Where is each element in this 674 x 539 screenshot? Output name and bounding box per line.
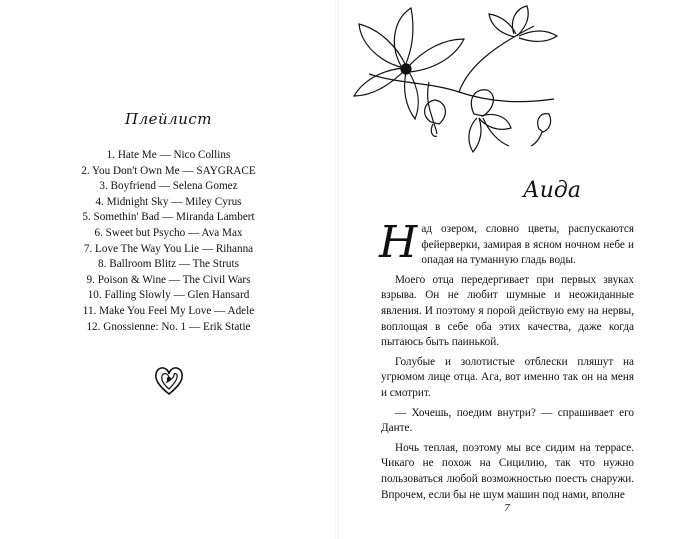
playlist-item: 10. Falling Slowly — Glen Hansard: [87, 289, 250, 302]
playlist-item: 1. Hate Me — Nico Collins: [106, 149, 231, 161]
chapter-text: [379, 217, 634, 503]
chapter-title: Аида: [523, 178, 581, 203]
playlist-title: Плейлист: [124, 110, 212, 128]
paragraph: — Хочешь, поедим внутри? — спрашивает его Данте.: [381, 406, 634, 435]
magnolia-flowers-icon: [349, 4, 569, 164]
playlist-item: 9. Poison & Wine — The Civil Wars: [86, 273, 251, 286]
playlist: [0, 148, 337, 335]
playlist-item: 12. Gnossienne: No. 1 — Erik Statie: [86, 320, 251, 333]
paragraph: [379, 217, 634, 269]
playlist-item: 3. Boyfriend — Selena Gomez: [99, 180, 238, 193]
drop-cap: Н: [379, 217, 418, 268]
playlist-item: 5. Somethin' Bad — Miranda Lambert: [82, 211, 255, 224]
heart-ornament-icon: [152, 362, 186, 398]
playlist-item: 11. Make You Feel My Love — Adele: [82, 304, 255, 317]
playlist-item: 7. Love The Way You Lie — Rihanna: [83, 242, 254, 255]
paragraph: Ночь теплая, поэтому мы все сидим на террасе. Чикаго не похож на Сицилию, так что нужно пользоваться любой возможностью поесть снаружи. Впрочем, если бы не шум машин под нами, вполне: [381, 441, 634, 501]
playlist-item: 8. Ballroom Blitz — The Struts: [98, 258, 239, 271]
paragraph: Моего отца передергивает при первых звуках взрыва. Он не любит шумные и неожиданные явления. И поэтому я порой действую ему на нервы, воплощая в себе оба этих качества, даже когда пытаюсь быть паинькой.: [381, 273, 634, 349]
paragraph-text: ад озером, словно цветы, распускаются фейерверки, замирая в ясном ночном небе и опадая на туманную гладь воды.: [421, 223, 634, 267]
paragraph: Голубые и золотистые отблески пляшут на угрюмом лице отца. Ага, вот именно так он на меня и смотрит.: [381, 355, 634, 399]
playlist-item: 2. You Don't Own Me — SAYGRACE: [81, 164, 256, 177]
right-page: [337, 0, 674, 539]
playlist-item: 4. Midnight Sky — Miley Cyrus: [95, 195, 242, 208]
page-number: 7: [504, 502, 510, 514]
playlist-item: 6. Sweet but Psycho — Ava Max: [94, 226, 243, 239]
